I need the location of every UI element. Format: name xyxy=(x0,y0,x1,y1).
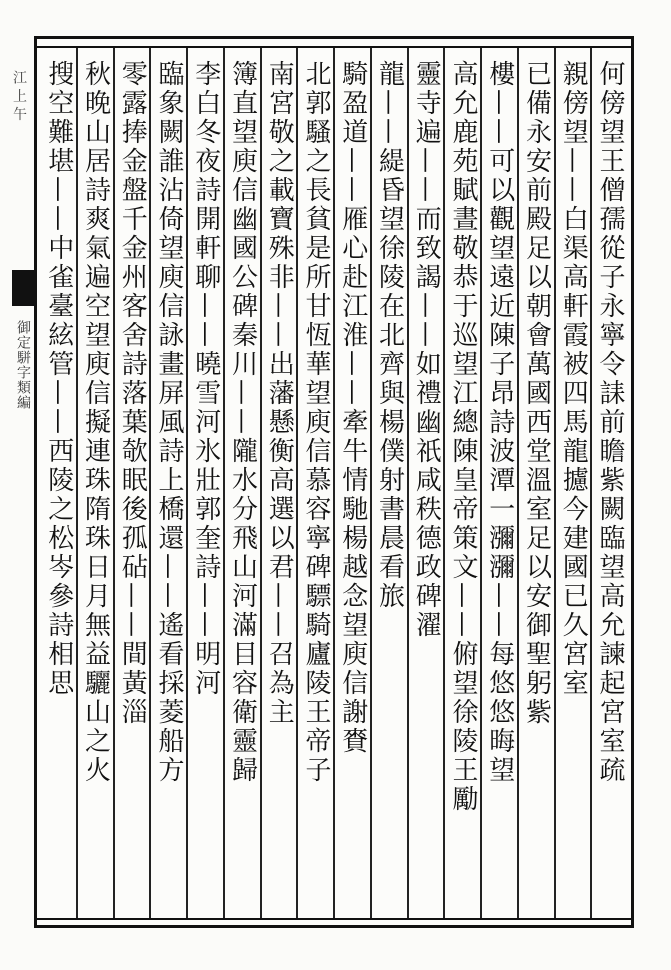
text-column: 何傍望王僧孺從子永寧令誄前瞻紫闕臨望高允諫起宮室疏 xyxy=(595,60,625,785)
bottom-rule xyxy=(34,918,634,920)
column-rule xyxy=(370,48,372,918)
text-column: 李白冬夜詩開軒聊——曉雪河氷壯郭奎詩——明河 xyxy=(190,60,221,698)
column-rule xyxy=(554,48,556,918)
column-rule xyxy=(480,48,482,918)
column-rule xyxy=(407,48,409,918)
fold-label: 御定駢字類編 xyxy=(15,320,31,410)
column-rule xyxy=(223,48,225,918)
column-rule xyxy=(590,48,592,918)
text-column: 靈寺遍——而致謁——如禮幽祇咸秩德政碑濯 xyxy=(411,60,442,640)
text-column: 簿直望庾信幽國公碑秦川——隴水分飛山河滿目容衛靈歸 xyxy=(227,60,258,785)
text-column: 高允鹿苑賦晝敬恭于巡望江總陳皇帝策文——俯望徐陵王勵 xyxy=(448,60,478,814)
column-rule xyxy=(76,48,78,918)
column-rule xyxy=(260,48,262,918)
text-column: 零露捧金盤千金州客舍詩落葉欹眠後孤砧——間黃淄 xyxy=(117,60,148,727)
margin-top-fragment: 江 上 午 xyxy=(11,70,27,121)
text-column: 樓——可以觀望遠近陳子昂詩波潭一瀰瀰——每悠悠晦望 xyxy=(484,60,515,785)
text-column: 騎盈道——雁心赴江淮——牽牛情馳楊越念望庾信謝賚 xyxy=(337,60,368,756)
fold-block-mark xyxy=(12,270,34,306)
text-column: 北郭騷之長貧是所甘恆華望庾信慕容寧碑驃騎廬陵王帝子 xyxy=(301,60,331,785)
column-rule xyxy=(517,48,519,918)
column-rule xyxy=(333,48,335,918)
text-column: 親傍望——白渠高軒霞被四馬龍攄今建國已久宮室 xyxy=(558,60,589,698)
column-rule xyxy=(149,48,151,918)
text-column: 南宮敬之載寶殊非——出藩懸衡高選以君——召為主 xyxy=(264,60,295,727)
column-rule xyxy=(296,48,298,918)
text-column: 臨象闕誰沾倚望庾信詠畫屏風詩上橋還——遙看採菱船方 xyxy=(154,60,184,785)
column-rule xyxy=(443,48,445,918)
text-column: 秋晚山居詩爽氣遍空望庾信擬連珠隋珠日月無益驪山之火 xyxy=(80,60,111,785)
text-column: 搜空難堪——中雀臺絃管——西陵之松岑參詩相思 xyxy=(43,60,74,698)
left-margin xyxy=(0,0,36,970)
column-rule xyxy=(113,48,115,918)
column-rule xyxy=(186,48,188,918)
text-column: 已備永安前殿足以朝會萬國西堂溫室足以安御聖躬紫 xyxy=(521,60,552,727)
text-column: 龍——緹昏望徐陵在北齊與楊僕射書晨看旅 xyxy=(374,60,405,611)
